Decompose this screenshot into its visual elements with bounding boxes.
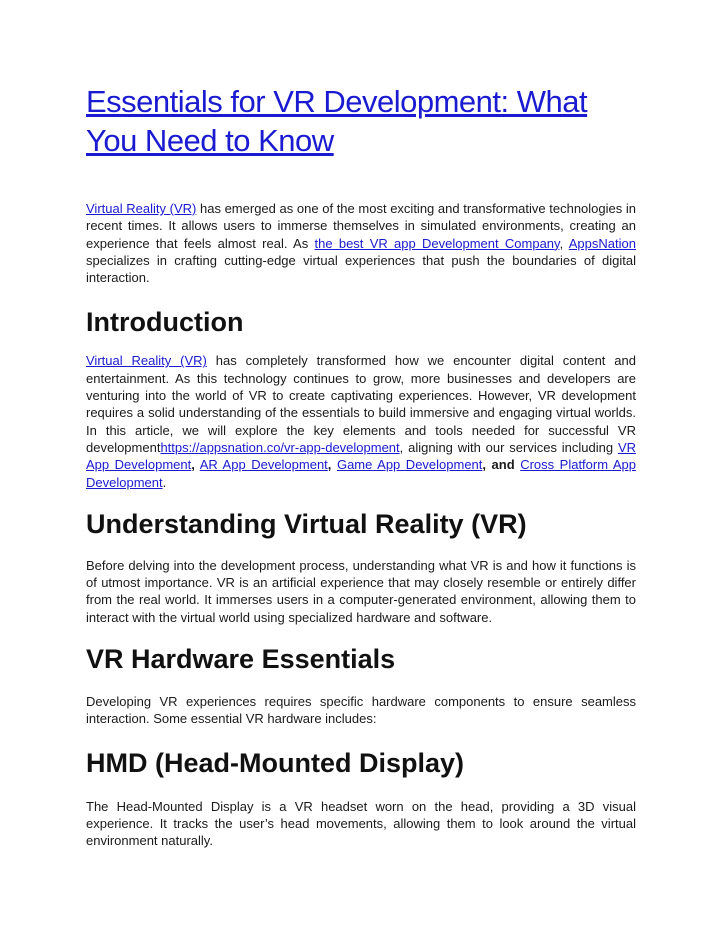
game-app-development-link[interactable]: Game App Development	[336, 457, 483, 473]
separator-comma-2: ,	[327, 457, 332, 473]
heading-understanding-vr: Understanding Virtual Reality (VR)	[86, 508, 527, 539]
introduction-text-a: has completely transformed how we encounter digital content and entertainment. As this technology continues to grow, more businesses and developers are venturing into the world of VR to create captivating experiences. However, VR development requires a solid understanding of the essentials to build immersive and engaging virtual worlds. In this article, we will explore the key elements and tools needed for successful VR development	[86, 353, 636, 455]
vr-app-development-url-link[interactable]: https://appsnation.co/vr-app-development	[160, 439, 400, 455]
separator-comma-1: ,	[191, 457, 195, 473]
title-line-2[interactable]: You Need to Know	[86, 123, 334, 158]
heading-vr-hardware: VR Hardware Essentials	[86, 644, 396, 675]
vr-app-development-link[interactable]: VR App Development	[86, 439, 636, 473]
article-title[interactable]	[86, 82, 636, 160]
introduction-text-end: .	[162, 474, 167, 490]
intro-text-a: has emerged as one of the most exciting and transformative technologies in recent times. It allows users to immerse themselves in simulated environments, creating an experience that feels almost real. As	[86, 201, 636, 251]
intro-text-b: ,	[559, 235, 569, 251]
introduction-text-b: , aligning with our services including	[399, 439, 618, 455]
heading-hmd: HMD (Head-Mounted Display)	[86, 747, 464, 778]
separator-and: , and	[482, 457, 515, 473]
virtual-reality-link[interactable]: Virtual Reality (VR)	[86, 201, 197, 216]
intro-paragraph	[86, 200, 636, 286]
intro-text-c: specializes in crafting cutting-edge virtual experiences that push the boundaries of digital interaction.	[86, 252, 636, 286]
hmd-paragraph: The Head-Mounted Display is a VR headset worn on the head, providing a 3D visual experience. It tracks the user’s head movements, allowing them to look around the virtual environment naturally.	[86, 798, 636, 849]
best-vr-company-link[interactable]: the best VR app Development Company	[314, 235, 560, 251]
appsnation-link[interactable]: AppsNation	[568, 235, 636, 251]
ar-app-development-link[interactable]: AR App Development	[199, 457, 328, 473]
virtual-reality-link-2[interactable]: Virtual Reality (VR)	[86, 353, 207, 369]
article-body	[86, 82, 636, 850]
title-line-1[interactable]: Essentials for VR Development: What	[86, 84, 588, 119]
cross-platform-app-development-link[interactable]: Cross Platform App Development	[86, 457, 636, 490]
hardware-paragraph: Developing VR experiences requires specific hardware components to ensure seamless interaction. Some essential VR hardware includes:	[86, 694, 636, 727]
introduction-paragraph	[86, 352, 636, 490]
understanding-paragraph: Before delving into the development process, understanding what VR is and how it functions is of utmost importance. VR is an artificial experience that may closely resemble or entirely differ from the real world. It immerses users in a computer-generated environment, allowing them to interact with the virtual world using specialized hardware and software.	[86, 557, 636, 625]
heading-introduction: Introduction	[86, 307, 244, 338]
